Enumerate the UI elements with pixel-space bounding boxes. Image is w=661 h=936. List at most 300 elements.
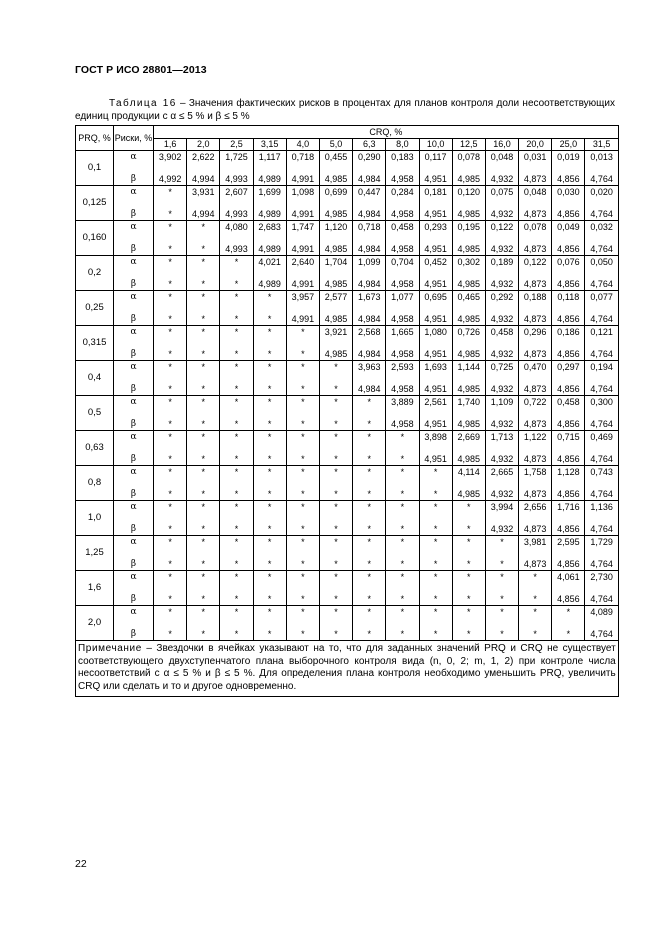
beta-cell: * [220, 588, 253, 606]
alpha-cell: * [187, 501, 220, 519]
alpha-cell: * [187, 396, 220, 414]
alpha-cell: * [253, 571, 286, 589]
alpha-cell: 2,607 [220, 186, 253, 204]
alpha-cell: 1,109 [485, 396, 518, 414]
beta-cell: 4,958 [386, 308, 419, 326]
crq-value: 5,0 [319, 138, 352, 151]
beta-label: β [114, 378, 154, 396]
beta-cell: 4,856 [552, 483, 585, 501]
alpha-cell: * [485, 571, 518, 589]
beta-cell: * [220, 378, 253, 396]
beta-cell: * [419, 483, 452, 501]
beta-cell: 4,856 [552, 273, 585, 291]
alpha-cell: * [353, 501, 386, 519]
beta-row [76, 553, 619, 571]
alpha-label: α [114, 571, 154, 589]
beta-cell: * [286, 413, 319, 431]
alpha-cell: 0,296 [519, 326, 552, 344]
beta-cell: * [552, 623, 585, 641]
beta-cell: 4,873 [519, 483, 552, 501]
beta-cell: * [519, 588, 552, 606]
beta-cell: * [154, 623, 187, 641]
alpha-cell: 0,050 [585, 256, 618, 274]
alpha-cell: * [353, 396, 386, 414]
beta-cell: * [187, 343, 220, 361]
beta-cell: * [319, 623, 352, 641]
crq-values-row [76, 138, 619, 151]
beta-cell: 4,856 [552, 238, 585, 256]
beta-cell: 4,958 [386, 378, 419, 396]
beta-cell: 4,856 [552, 343, 585, 361]
beta-cell: * [286, 378, 319, 396]
beta-cell: 4,764 [585, 168, 618, 186]
beta-cell: 4,856 [552, 588, 585, 606]
alpha-cell: 1,117 [253, 151, 286, 169]
alpha-cell: 0,077 [585, 291, 618, 309]
alpha-cell: * [154, 396, 187, 414]
alpha-cell: 0,302 [452, 256, 485, 274]
beta-cell: * [419, 518, 452, 536]
alpha-label: α [114, 606, 154, 624]
beta-cell: 4,932 [485, 273, 518, 291]
prq-value: 0,4 [76, 361, 114, 396]
alpha-cell: * [319, 536, 352, 554]
beta-cell: 4,951 [419, 413, 452, 431]
alpha-cell: * [452, 571, 485, 589]
alpha-cell: * [353, 606, 386, 624]
beta-cell: 4,991 [286, 308, 319, 326]
prq-value: 1,25 [76, 536, 114, 571]
alpha-cell: * [286, 326, 319, 344]
beta-cell: * [187, 413, 220, 431]
alpha-cell: * [187, 221, 220, 239]
beta-cell: * [485, 588, 518, 606]
beta-cell: 4,951 [419, 378, 452, 396]
beta-cell: 4,985 [319, 238, 352, 256]
beta-label: β [114, 168, 154, 186]
alpha-cell: 0,188 [519, 291, 552, 309]
beta-label: β [114, 553, 154, 571]
beta-cell: * [220, 518, 253, 536]
beta-cell: * [253, 553, 286, 571]
beta-cell: * [220, 623, 253, 641]
beta-cell: * [319, 588, 352, 606]
alpha-cell: * [253, 291, 286, 309]
alpha-cell: * [253, 501, 286, 519]
alpha-cell: * [319, 396, 352, 414]
note-row [76, 641, 619, 697]
alpha-cell: 4,021 [253, 256, 286, 274]
table-caption-label: Таблица 16 [109, 98, 177, 109]
alpha-cell: * [286, 361, 319, 379]
beta-cell: * [419, 553, 452, 571]
prq-value: 0,315 [76, 326, 114, 361]
beta-row [76, 168, 619, 186]
alpha-cell: 4,080 [220, 221, 253, 239]
beta-cell: 4,994 [187, 168, 220, 186]
alpha-cell: 3,889 [386, 396, 419, 414]
alpha-cell: * [187, 326, 220, 344]
beta-cell: 4,951 [419, 273, 452, 291]
alpha-cell: 1,758 [519, 466, 552, 484]
alpha-cell: * [386, 536, 419, 554]
alpha-cell: * [154, 221, 187, 239]
beta-row [76, 483, 619, 501]
alpha-cell: * [253, 606, 286, 624]
beta-cell: * [286, 588, 319, 606]
beta-cell: * [154, 553, 187, 571]
alpha-cell: 0,725 [485, 361, 518, 379]
beta-cell: * [286, 623, 319, 641]
alpha-cell: * [419, 466, 452, 484]
prq-value: 0,1 [76, 151, 114, 186]
alpha-cell: 0,121 [585, 326, 618, 344]
beta-cell: 4,873 [519, 308, 552, 326]
page-number: 22 [75, 858, 87, 870]
alpha-label: α [114, 431, 154, 449]
beta-cell: * [154, 273, 187, 291]
beta-cell: * [253, 448, 286, 466]
alpha-cell: * [485, 536, 518, 554]
beta-cell: 4,873 [519, 518, 552, 536]
prq-value: 0,63 [76, 431, 114, 466]
beta-cell: * [154, 518, 187, 536]
alpha-cell: * [452, 536, 485, 554]
alpha-cell: 0,075 [485, 186, 518, 204]
beta-cell: 4,764 [585, 448, 618, 466]
beta-cell: 4,989 [253, 238, 286, 256]
alpha-cell: 0,122 [519, 256, 552, 274]
beta-cell: 4,764 [585, 273, 618, 291]
beta-cell: 4,958 [386, 168, 419, 186]
alpha-cell: * [187, 361, 220, 379]
alpha-cell: 0,292 [485, 291, 518, 309]
prq-value: 0,160 [76, 221, 114, 256]
alpha-row [76, 501, 619, 519]
beta-cell: 4,984 [353, 308, 386, 326]
beta-cell: 4,985 [319, 168, 352, 186]
beta-cell: * [319, 448, 352, 466]
beta-cell: 4,984 [353, 378, 386, 396]
beta-cell: * [419, 588, 452, 606]
alpha-cell: 2,561 [419, 396, 452, 414]
document-header: ГОСТ Р ИСО 28801—2013 [75, 64, 207, 76]
beta-cell: 4,984 [353, 343, 386, 361]
beta-cell: 4,873 [519, 203, 552, 221]
beta-cell: 4,764 [585, 413, 618, 431]
alpha-cell: 3,931 [187, 186, 220, 204]
alpha-cell: 1,673 [353, 291, 386, 309]
beta-cell: 4,764 [585, 553, 618, 571]
alpha-cell: 0,078 [452, 151, 485, 169]
crq-value: 8,0 [386, 138, 419, 151]
prq-value: 0,8 [76, 466, 114, 501]
beta-cell: * [386, 448, 419, 466]
beta-cell: 4,764 [585, 343, 618, 361]
alpha-cell: 0,699 [319, 186, 352, 204]
beta-cell: * [154, 413, 187, 431]
beta-cell: 4,985 [319, 273, 352, 291]
beta-cell: 4,958 [386, 273, 419, 291]
alpha-row [76, 571, 619, 589]
beta-cell: * [519, 623, 552, 641]
alpha-label: α [114, 501, 154, 519]
alpha-cell: * [154, 571, 187, 589]
alpha-label: α [114, 256, 154, 274]
alpha-cell: 1,144 [452, 361, 485, 379]
alpha-row [76, 326, 619, 344]
alpha-label: α [114, 536, 154, 554]
alpha-cell: * [519, 606, 552, 624]
beta-cell: * [187, 238, 220, 256]
alpha-cell: * [353, 536, 386, 554]
alpha-cell: * [187, 571, 220, 589]
alpha-cell: 2,683 [253, 221, 286, 239]
beta-cell: 4,989 [253, 203, 286, 221]
crq-value: 16,0 [485, 138, 518, 151]
alpha-cell: 2,640 [286, 256, 319, 274]
beta-cell: 4,989 [253, 273, 286, 291]
prq-value: 0,5 [76, 396, 114, 431]
alpha-cell: * [519, 571, 552, 589]
prq-value: 1,6 [76, 571, 114, 606]
beta-cell: * [386, 623, 419, 641]
beta-cell: * [353, 623, 386, 641]
beta-cell: 4,951 [419, 308, 452, 326]
crq-value: 12,5 [452, 138, 485, 151]
alpha-cell: 0,704 [386, 256, 419, 274]
alpha-cell: 0,189 [485, 256, 518, 274]
beta-cell: 4,873 [519, 378, 552, 396]
alpha-row [76, 606, 619, 624]
alpha-cell: 0,695 [419, 291, 452, 309]
alpha-cell: * [187, 291, 220, 309]
beta-cell: * [286, 343, 319, 361]
alpha-cell: * [220, 256, 253, 274]
beta-cell: * [253, 588, 286, 606]
alpha-cell: 0,078 [519, 221, 552, 239]
alpha-cell: 2,622 [187, 151, 220, 169]
alpha-cell: 0,718 [286, 151, 319, 169]
alpha-cell: * [220, 291, 253, 309]
alpha-cell: * [319, 501, 352, 519]
alpha-cell: 0,194 [585, 361, 618, 379]
beta-cell: * [187, 518, 220, 536]
beta-cell: 4,932 [485, 343, 518, 361]
beta-cell: * [154, 343, 187, 361]
crq-value: 10,0 [419, 138, 452, 151]
alpha-cell: 0,447 [353, 186, 386, 204]
alpha-cell: 3,957 [286, 291, 319, 309]
alpha-cell: 0,020 [585, 186, 618, 204]
alpha-cell: * [353, 571, 386, 589]
alpha-cell: * [220, 326, 253, 344]
beta-cell: * [353, 483, 386, 501]
alpha-cell: * [319, 571, 352, 589]
alpha-cell: * [220, 396, 253, 414]
beta-cell: * [452, 553, 485, 571]
beta-cell: 4,873 [519, 448, 552, 466]
alpha-cell: * [353, 466, 386, 484]
alpha-row [76, 361, 619, 379]
beta-cell: * [220, 553, 253, 571]
alpha-cell: 0,726 [452, 326, 485, 344]
alpha-cell: * [552, 606, 585, 624]
beta-cell: 4,856 [552, 203, 585, 221]
alpha-cell: 0,293 [419, 221, 452, 239]
alpha-cell: * [485, 606, 518, 624]
alpha-cell: 0,715 [552, 431, 585, 449]
alpha-cell: 1,077 [386, 291, 419, 309]
note-text: – Звездочки в ячейках указывают на то, что для заданных значений PRQ и CRQ не существует соответствующего двухступенчатого плана выборочного контроля вида (n, 0, 2; m, 1, 2) при контроле числа несоответствий с α ≤ 5 % и β ≤ 5 %. Для определения плана контроля необходимо уменьшить PRQ, увеличить CRQ или сделать и то и другое одновременно. [78, 643, 616, 692]
prq-header: PRQ, % [76, 126, 114, 151]
alpha-cell: 1,665 [386, 326, 419, 344]
alpha-cell: 0,181 [419, 186, 452, 204]
alpha-cell: * [154, 431, 187, 449]
beta-cell: * [253, 623, 286, 641]
beta-cell: * [319, 378, 352, 396]
crq-value: 31,5 [585, 138, 618, 151]
beta-cell: 4,958 [386, 413, 419, 431]
alpha-cell: * [154, 186, 187, 204]
beta-cell: * [319, 553, 352, 571]
alpha-cell: 0,186 [552, 326, 585, 344]
beta-cell: 4,991 [286, 238, 319, 256]
beta-cell: * [485, 553, 518, 571]
alpha-cell: * [452, 606, 485, 624]
beta-cell: * [187, 623, 220, 641]
beta-label: β [114, 203, 154, 221]
beta-cell: 4,856 [552, 413, 585, 431]
alpha-cell: * [419, 501, 452, 519]
alpha-cell: 0,195 [452, 221, 485, 239]
beta-cell: * [253, 343, 286, 361]
crq-value: 20,0 [519, 138, 552, 151]
beta-cell: * [154, 378, 187, 396]
beta-cell: 4,985 [452, 448, 485, 466]
alpha-cell: * [220, 536, 253, 554]
beta-cell: 4,985 [452, 168, 485, 186]
beta-cell: * [220, 343, 253, 361]
alpha-cell: 1,122 [519, 431, 552, 449]
alpha-cell: * [220, 501, 253, 519]
beta-cell: * [220, 308, 253, 326]
beta-cell: * [253, 378, 286, 396]
alpha-cell: 1,099 [353, 256, 386, 274]
beta-cell: * [286, 553, 319, 571]
beta-cell: 4,856 [552, 518, 585, 536]
beta-cell: 4,958 [386, 203, 419, 221]
beta-label: β [114, 343, 154, 361]
beta-cell: 4,985 [452, 378, 485, 396]
beta-cell: 4,985 [452, 238, 485, 256]
beta-cell: 4,856 [552, 168, 585, 186]
alpha-cell: * [253, 466, 286, 484]
alpha-cell: * [452, 501, 485, 519]
table-note [76, 641, 619, 697]
alpha-cell: * [286, 431, 319, 449]
alpha-cell: 0,290 [353, 151, 386, 169]
beta-cell: 4,985 [319, 203, 352, 221]
alpha-label: α [114, 221, 154, 239]
alpha-cell: 0,452 [419, 256, 452, 274]
beta-cell: 4,856 [552, 308, 585, 326]
alpha-cell: 0,469 [585, 431, 618, 449]
beta-cell: 4,856 [552, 448, 585, 466]
alpha-cell: 1,729 [585, 536, 618, 554]
alpha-cell: 2,730 [585, 571, 618, 589]
beta-cell: 4,951 [419, 203, 452, 221]
alpha-row [76, 151, 619, 169]
beta-cell: 4,932 [485, 448, 518, 466]
alpha-cell: * [154, 536, 187, 554]
beta-label: β [114, 273, 154, 291]
beta-cell: 4,873 [519, 168, 552, 186]
prq-value: 1,0 [76, 501, 114, 536]
beta-cell: * [154, 308, 187, 326]
crq-value: 25,0 [552, 138, 585, 151]
alpha-cell: * [154, 256, 187, 274]
beta-row [76, 378, 619, 396]
beta-cell: 4,856 [552, 378, 585, 396]
alpha-cell: 0,117 [419, 151, 452, 169]
alpha-cell: 3,898 [419, 431, 452, 449]
beta-cell: * [220, 413, 253, 431]
beta-cell: * [386, 518, 419, 536]
alpha-cell: 2,595 [552, 536, 585, 554]
beta-cell: * [154, 483, 187, 501]
crq-value: 1,6 [154, 138, 187, 151]
beta-cell: * [286, 448, 319, 466]
beta-cell: 4,873 [519, 343, 552, 361]
alpha-cell: * [187, 536, 220, 554]
alpha-cell: 0,032 [585, 221, 618, 239]
alpha-row [76, 431, 619, 449]
alpha-cell: 1,725 [220, 151, 253, 169]
beta-cell: * [253, 483, 286, 501]
beta-cell: 4,951 [419, 448, 452, 466]
alpha-cell: * [286, 571, 319, 589]
beta-cell: 4,932 [485, 378, 518, 396]
beta-cell: 4,993 [220, 168, 253, 186]
alpha-cell: 4,089 [585, 606, 618, 624]
beta-label: β [114, 483, 154, 501]
alpha-cell: 3,981 [519, 536, 552, 554]
alpha-cell: * [154, 501, 187, 519]
beta-cell: 4,994 [187, 203, 220, 221]
beta-cell: * [353, 553, 386, 571]
alpha-cell: * [386, 571, 419, 589]
alpha-label: α [114, 291, 154, 309]
alpha-cell: 3,963 [353, 361, 386, 379]
crq-value: 6,3 [353, 138, 386, 151]
beta-cell: * [253, 413, 286, 431]
beta-cell: 4,873 [519, 238, 552, 256]
alpha-cell: 2,665 [485, 466, 518, 484]
beta-cell: * [220, 483, 253, 501]
beta-cell: 4,985 [452, 413, 485, 431]
beta-cell: * [452, 588, 485, 606]
alpha-cell: 0,183 [386, 151, 419, 169]
alpha-cell: 1,128 [552, 466, 585, 484]
alpha-cell: * [419, 536, 452, 554]
alpha-cell: * [286, 606, 319, 624]
beta-cell: 4,985 [452, 343, 485, 361]
alpha-cell: 1,098 [286, 186, 319, 204]
beta-cell: 4,932 [485, 238, 518, 256]
beta-cell: * [187, 378, 220, 396]
beta-cell: 4,764 [585, 238, 618, 256]
